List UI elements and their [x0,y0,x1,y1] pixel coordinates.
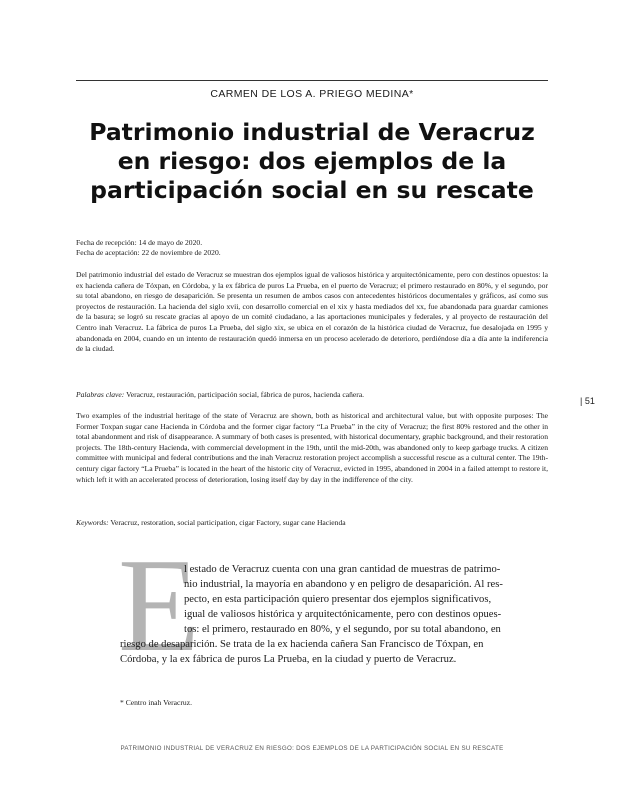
body-line: igual de valiosos histórica y arquitectónicamente, pero con destinos opues- [184,609,502,620]
title-line-2: en riesgo: dos ejemplos de la [117,147,507,175]
body-line: tos: el primero, restaurado en 80%, y el segundo, por su total abandono, en [184,624,501,635]
title-line-3: participación social en su rescate [90,176,534,204]
article-title [60,118,564,205]
page-number: | 51 [580,396,595,406]
body-line: l estado de Veracruz cuenta con una gran cantidad de muestras de patrimo- [184,564,501,575]
author-name: CARMEN DE LOS A. PRIEGO MEDINA* [210,88,414,100]
running-footer: PATRIMONIO INDUSTRIAL DE VERACRUZ EN RIESGO: DOS EJEMPLOS DE LA PARTICIPACIÓN SOCIAL EN SU RESCATE [120,745,504,752]
body-line: nio industrial, la mayoría en abandono y en peligro de desaparición. Al res- [184,579,503,590]
body-line: riesgo de desaparición. Se trata de la ex hacienda cañera San Francisco de Tóxpan, en [120,639,484,650]
date-accepted: Fecha de aceptación: 22 de noviembre de 2020. [76,248,221,257]
drop-cap: E [118,531,200,679]
keywords-english [76,518,548,529]
keywords-label-english: Keywords: [76,518,109,527]
header-rule [76,80,548,81]
date-received: Fecha de recepción: 14 de mayo de 2020. [76,238,203,247]
keywords-list-english: Veracruz, restoration, social participation, cigar Factory, sugar cane Hacienda [110,518,346,527]
abstract-spanish: Del patrimonio industrial del estado de Veracruz se muestran dos ejemplos igual de valiosos histórica y arquitectónicamente, pero con destinos opuestos: la ex hacienda cañera de Tóxpan, en Córdoba, y la ex fábrica de puros La Prueba, en el puerto de Veracruz; el primero restaurado en 80%, y el segundo, por su total abandono, en riesgo de desaparición. Se presenta un resumen de ambos casos con antecedentes históricos documentales y gráficos, así como sus proyectos de restauración. La hacienda del siglo xvii, con desarrollo comercial en el xix y hasta mediados del xx, fue abandonada para guardar camiones de la basura; se logró su rescate gracias al apoyo de un comité ciudadano, a las aportaciones municipales y federales, y al proyecto de restauración del Centro inah Veracruz. La fábrica de puros La Prueba, del siglo xix, se ubica en el corazón de la histórica ciudad de Veracruz, fue desalojada en 1995 y abandonada en 2004, cuando en un intento de restauración quedó inmersa en un proceso acelerado de deterioro, perdiéndose día a día ante la indiferencia de la ciudad. [76,270,548,354]
title-line-1: Patrimonio industrial de Veracruz [89,118,535,146]
author-footnote: * Centro inah Veracruz. [120,698,192,707]
keywords-list-spanish: Veracruz, restauración, participación social, fábrica de puros, hacienda cañera. [126,390,365,399]
keywords-spanish [76,390,548,401]
abstract-english: Two examples of the industrial heritage of the state of Veracruz are shown, both as historical and architectural value, but with opposite purposes: The Former Toxpan sugar cane Hacienda in Córdoba and the former cigar factory “La Prueba” in the city of Veracruz; the first 80% restored and the other in total abandonment and risk of disappearance. A summary of both cases is presented, with historical documentary, graphic background, and their restoration projects. The 18th-century Hacienda, with commercial development in the 19th, until the mid-20th, was abandoned only to keep garbage trucks. A citizen committee with municipal and federal contributions and the inah Veracruz restoration project accomplish a successful rescue as a cultural center. The 19th-century cigar factory “La Prueba” is located in the heart of the historic city of Veracruz, evicted in 1995, abandoned in 2004 in a failed attempt to restore it, which left it with an accelerated process of deterioration, losing itself day by day in the indifference of the city. [76,411,548,484]
submission-dates [76,238,221,258]
body-line: Córdoba, y la ex fábrica de puros La Prueba, en la ciudad y puerto de Veracruz. [120,654,457,665]
keywords-label-spanish: Palabras clave: [76,390,125,399]
body-line: pecto, en esta participación quiero presentar dos ejemplos significativos, [184,594,492,605]
